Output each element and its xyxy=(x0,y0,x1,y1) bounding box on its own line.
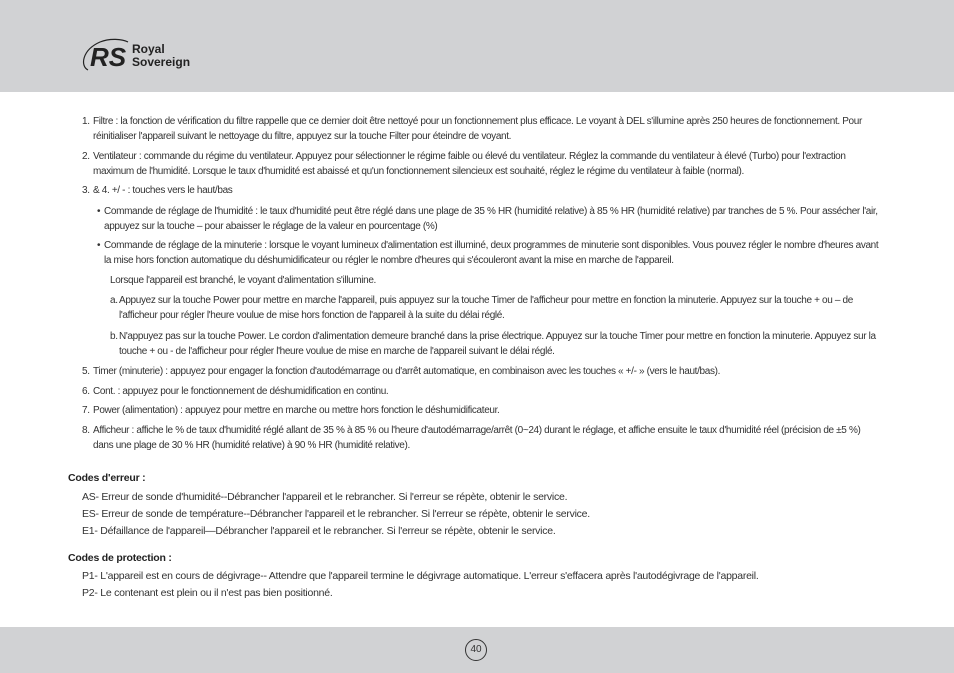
sub-a-text: Appuyez sur la touche Power pour mettre en marche l'appareil, puis appuyez sur la touche Timer de l'afficheur pour mettre en fonction la minuterie. Appuyez sur la touche + ou – de l'afficheur pour régler l'heure voulue de mise hors fonction de l'appareil à la suite du délai réglé. xyxy=(119,295,853,321)
error-codes-title: Codes d'erreur : xyxy=(68,472,146,484)
item-8-number: 8. xyxy=(82,425,90,436)
item-3-number: 3. xyxy=(82,185,90,196)
item-5-timer: Timer (minuterie) : appuyez pour engager la fonction d'autodémarrage ou d'arrêt automatique, en combinaison avec les touches « +/- » (vers le haut/bas). xyxy=(93,366,721,377)
item-7-power: Power (alimentation) : appuyez pour mettre en marche ou mettre hors fonction le déshumidificateur. xyxy=(93,405,500,416)
item-8-display: Afficheur : affiche le % de taux d'humidité réglé allant de 35 % à 85 % ou l'heure d'autodémarrage/arrêt (0~24) durant le réglage, et affiche ensuite le taux d'humidité réel (précision de ±5 %) dans une plage de 30 % HR (humidité relative) à 90 % HR (humidité relative). xyxy=(93,425,861,451)
protection-code-p1: P1- L'appareil est en cours de dégivrage-- Attendre que l'appareil termine le dégivrage automatique. L'erreur s'effacera après l'autodégivrage de l'appareil. xyxy=(82,570,759,582)
royal-sovereign-logo xyxy=(78,36,218,78)
header-bar xyxy=(0,0,954,92)
protection-code-p2: P2- Le contenant est plein ou il n'est pas bien positionné. xyxy=(82,587,333,599)
item-6-cont: Cont. : appuyez pour le fonctionnement de déshumidification en continu. xyxy=(93,386,389,397)
error-code-es: ES- Erreur de sonde de température--Débrancher l'appareil et le rebrancher. Si l'erreur se répète, obtenir le service. xyxy=(82,508,590,520)
error-code-e1: E1- Défaillance de l'appareil—Débrancher l'appareil et le rebrancher. Si l'erreur se répète, obtenir le service. xyxy=(82,525,556,537)
item-1-filter: Filtre : la fonction de vérification du filtre rappelle que ce dernier doit être nettoyé pour un fonctionnement plus efficace. Le voyant à DEL s'illumine après 250 heures de fonctionnement. Pour réinitialiser l'appareil suivant le nettoyage du filtre, appuyez sur la touche Filter pour éteindre de voyant. xyxy=(93,116,862,142)
error-code-as: AS- Erreur de sonde d'humidité--Débrancher l'appareil et le rebrancher. Si l'erreur se répète, obtenir le service. xyxy=(82,491,568,503)
power-note: Lorsque l'appareil est branché, le voyant d'alimentation s'illumine. xyxy=(110,275,376,286)
sub-b-text: N'appuyez pas sur la touche Power. Le cordon d'alimentation demeure branché dans la prise électrique. Appuyez sur la touche Timer pour mettre en fonction la minuterie. Appuyez sur la touche + ou - de l'afficheur pour régler l'heure voulue de mise en marche de l'appareil suivant le délai réglé. xyxy=(119,331,876,357)
item-7-number: 7. xyxy=(82,405,90,416)
sub-a-label: a. xyxy=(110,295,118,306)
logo-royal: Royal xyxy=(132,42,165,56)
item-6-number: 6. xyxy=(82,386,90,397)
protection-codes-title: Codes de protection : xyxy=(68,552,172,564)
item-5-number: 5. xyxy=(82,366,90,377)
sub-b-label: b. xyxy=(110,331,118,342)
logo-sovereign: Sovereign xyxy=(132,55,191,69)
bullet-2-mark: • xyxy=(97,240,101,251)
page-number: 40 xyxy=(465,639,487,661)
bullet-humidity: Commande de réglage de l'humidité : le taux d'humidité peut être réglé dans une plage de 35 % HR (humidité relative) à 85 % HR (humidité relative) par tranches de 5 %. Pour assécher l'air, appuyez sur la touche – pour abaisser le réglage de la valeur en pourcentage (%) xyxy=(104,206,878,232)
bullet-1-mark: • xyxy=(97,206,101,217)
item-2-fan: Ventilateur : commande du régime du ventilateur. Appuyez pour sélectionner le régime faible ou élevé du ventilateur. Réglez la commande du ventilateur à élevé (Turbo) pour l'extraction maximum de l'humidité. Lorsque le taux d'humidité est abaissé et qu'un fonctionnement silencieux est souhaité, réglez le régime du ventilateur à faible (normal). xyxy=(93,151,846,177)
item-2-number: 2. xyxy=(82,151,90,162)
item-3-updown: & 4. +/ - : touches vers le haut/bas xyxy=(93,185,233,196)
bullet-timer: Commande de réglage de la minuterie : lorsque le voyant lumineux d'alimentation est illuminé, deux programmes de minuterie sont disponibles. Vous pouvez régler le nombre d'heures avant la mise hors fonction automatique du déshumidificateur ou régler le nombre d'heures qui s'écouleront avant la mise en marche de l'appareil. xyxy=(104,240,879,266)
logo-monogram: RS xyxy=(90,42,127,72)
item-1-number: 1. xyxy=(82,116,90,127)
